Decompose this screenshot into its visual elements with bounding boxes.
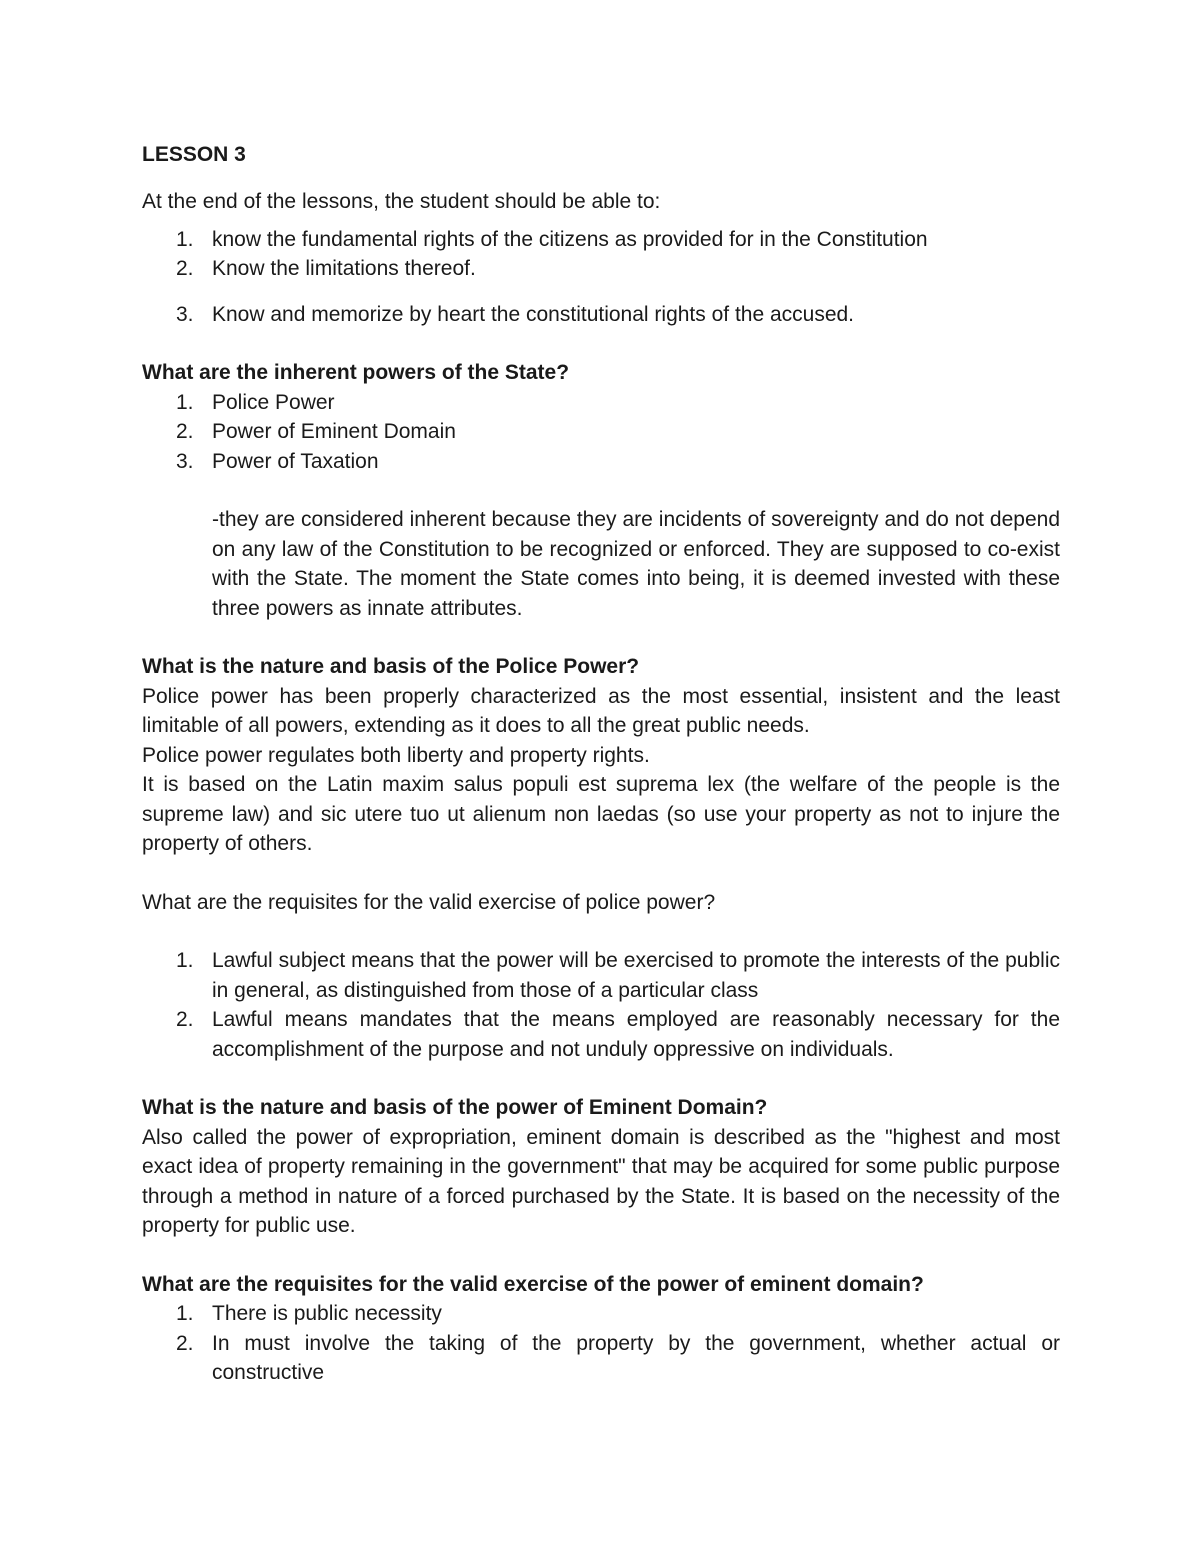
list-number: 1. <box>176 390 194 414</box>
inherent-powers-list <box>142 388 1060 477</box>
list-item-text: Know the limitations thereof. <box>212 257 476 280</box>
lesson-title: LESSON 3 <box>142 143 246 166</box>
list-number: 1. <box>176 1302 194 1325</box>
list-item-text: know the fundamental rights of the citizens as provided for in the Constitution <box>212 227 928 251</box>
list-number: 2. <box>176 1331 194 1355</box>
objectives-intro: At the end of the lessons, the student should be able to: <box>142 190 661 213</box>
list-number: 1. <box>176 227 194 251</box>
eminent-requisites-list <box>142 1299 1060 1388</box>
police-requisites-list <box>142 946 1060 1064</box>
police-power-paragraph: Police power has been properly characterized as the most essential, insistent and the least limitable of all powers, extending as it does to all the great public needs. <box>142 684 1060 737</box>
list-number: 3. <box>176 449 194 473</box>
list-item <box>142 946 1060 1005</box>
list-item <box>142 388 1060 418</box>
list-number: 2. <box>176 257 194 280</box>
list-item <box>142 225 1060 255</box>
inherent-powers-note: -they are considered inherent because they are incidents of sovereignty and do not depend on any law of the Constitution to be recognized or enforced. They are supposed to co-exist with the State. The moment the State comes into being, it is deemed invested with these three powers as innate attributes. <box>212 508 1060 620</box>
list-item <box>142 1329 1060 1388</box>
list-item-text: In must involve the taking of the property by the government, whether actual or constructive <box>212 1331 1060 1384</box>
list-item-text: Power of Taxation <box>212 449 379 473</box>
list-number: 3. <box>176 302 194 326</box>
list-item-text: Power of Eminent Domain <box>212 420 456 443</box>
list-number: 2. <box>176 1008 194 1031</box>
list-number: 2. <box>176 420 194 443</box>
list-item-text: Lawful means mandates that the means employed are reasonably necessary for the accomplishment of the purpose and not unduly oppressive on individuals. <box>212 1008 1060 1061</box>
list-item <box>142 254 1060 284</box>
eminent-domain-question: What is the nature and basis of the power of Eminent Domain? <box>142 1096 768 1119</box>
objectives-list <box>142 225 1060 330</box>
document-page <box>142 140 1060 1388</box>
police-power-question: What is the nature and basis of the Police Power? <box>142 655 640 678</box>
police-requisites-question: What are the requisites for the valid exercise of police power? <box>142 890 716 914</box>
list-item-text: There is public necessity <box>212 1302 442 1325</box>
list-item <box>142 417 1060 447</box>
list-item <box>142 1299 1060 1329</box>
list-item <box>142 447 1060 477</box>
list-item-text: Police Power <box>212 390 335 414</box>
list-item-text: Know and memorize by heart the constitutional rights of the accused. <box>212 302 855 326</box>
eminent-requisites-question: What are the requisites for the valid exercise of the power of eminent domain? <box>142 1272 924 1296</box>
eminent-domain-paragraph: Also called the power of expropriation, eminent domain is described as the "highest and most exact idea of property remaining in the government" that may be acquired for some public purpose through a method in nature of a forced purchased by the State. It is based on the necessity of the property for public use. <box>142 1125 1060 1237</box>
list-item <box>142 1005 1060 1064</box>
police-power-paragraph: It is based on the Latin maxim salus populi est suprema lex (the welfare of the people is the supreme law) and sic utere tuo ut alienum non laedas (so use your property as not to injure the property of others. <box>142 773 1060 855</box>
list-item-text: Lawful subject means that the power will be exercised to promote the interests of the public in general, as distinguished from those of a particular class <box>212 949 1060 1002</box>
list-number: 1. <box>176 949 194 972</box>
inherent-powers-question: What are the inherent powers of the State? <box>142 361 570 384</box>
list-item <box>142 300 1060 330</box>
police-power-paragraph: Police power regulates both liberty and property rights. <box>142 743 650 767</box>
